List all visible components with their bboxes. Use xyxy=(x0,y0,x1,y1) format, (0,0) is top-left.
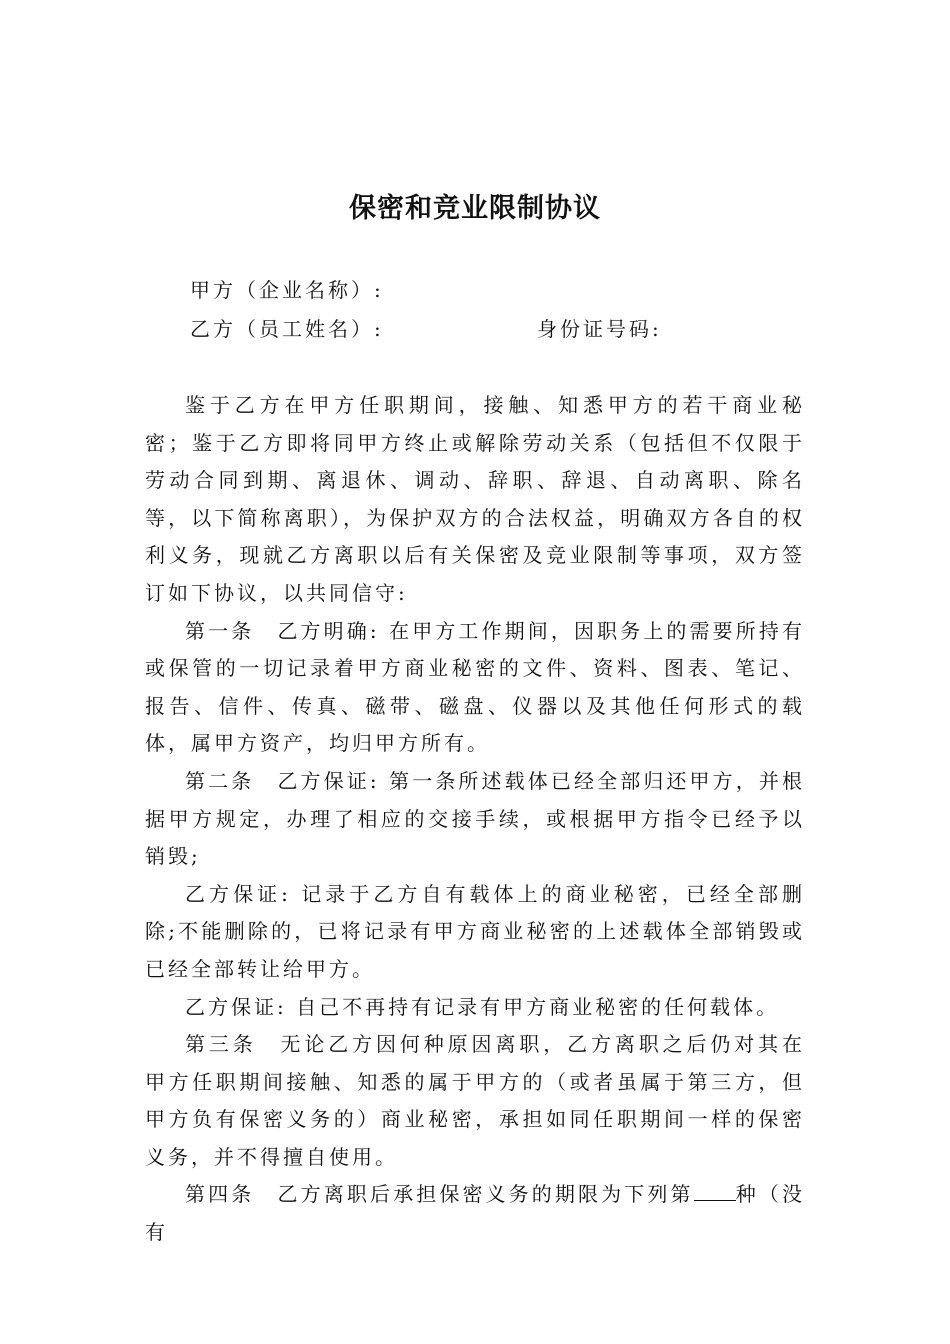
article-1-paragraph: 第一条 乙方明确: 在甲方工作期间，因职务上的需要所持有或保管的一切记录着甲方商业秘密的文件、资料、图表、笔记、报告、信件、传真、磁带、磁盘、仪器以及其他任何形式的载体，属甲方资产，均归甲方所有。 xyxy=(145,618,805,756)
agreement-body xyxy=(145,387,805,1252)
document-title: 保密和竞业限制协议 xyxy=(349,193,601,224)
fill-in-blank xyxy=(694,1182,736,1201)
article-4-text-before: 第四条 乙方离职后承担保密义务的期限为下列第 xyxy=(185,1182,694,1207)
preamble-paragraph: 鉴于乙方在甲方任职期间，接触、知悉甲方的若干商业秘密；鉴于乙方即将同甲方终止或解除劳动关系（包括但不仅限于劳动合同到期、离退休、调动、辞职、辞退、自动离职、除名等，以下简称离职），为保护双方的合法权益，明确双方各自的权利义务，现就乙方离职以后有关保密及竞业限制等事项，双方签订如下协议，以共同信守: xyxy=(145,393,805,605)
article-4-paragraph xyxy=(145,1176,805,1251)
article-2-paragraph: 第二条 乙方保证: 第一条所述载体已经全部归还甲方，并根据甲方规定，办理了相应的交接手续，或根据甲方指令已经予以销毁; xyxy=(145,768,805,869)
guarantee-paragraph-1: 乙方保证: 记录于乙方自有载体上的商业秘密，已经全部删除;不能删除的，已将记录有甲方商业秘密的上述载体全部销毁或已经全部转让给甲方。 xyxy=(145,881,805,981)
article-4-text-after: 种（没有 xyxy=(145,1182,806,1245)
guarantee-paragraph-2: 乙方保证: 自己不再持有记录有甲方商业秘密的任何载体。 xyxy=(185,994,780,1019)
id-number-label: 身份证号码: xyxy=(537,317,662,341)
article-3-paragraph: 第三条 无论乙方因何种原因离职，乙方离职之后仍对其在甲方任职期间接触、知悉的属于甲方的（或者虽属于第三方，但甲方负有保密义务的）商业秘密，承担如同任职期间一样的保密义务，并不得擅自使用。 xyxy=(145,1032,805,1169)
party-b-label: 乙方（员工姓名）: xyxy=(190,317,384,341)
party-a-label: 甲方（企业名称）: xyxy=(190,278,384,302)
